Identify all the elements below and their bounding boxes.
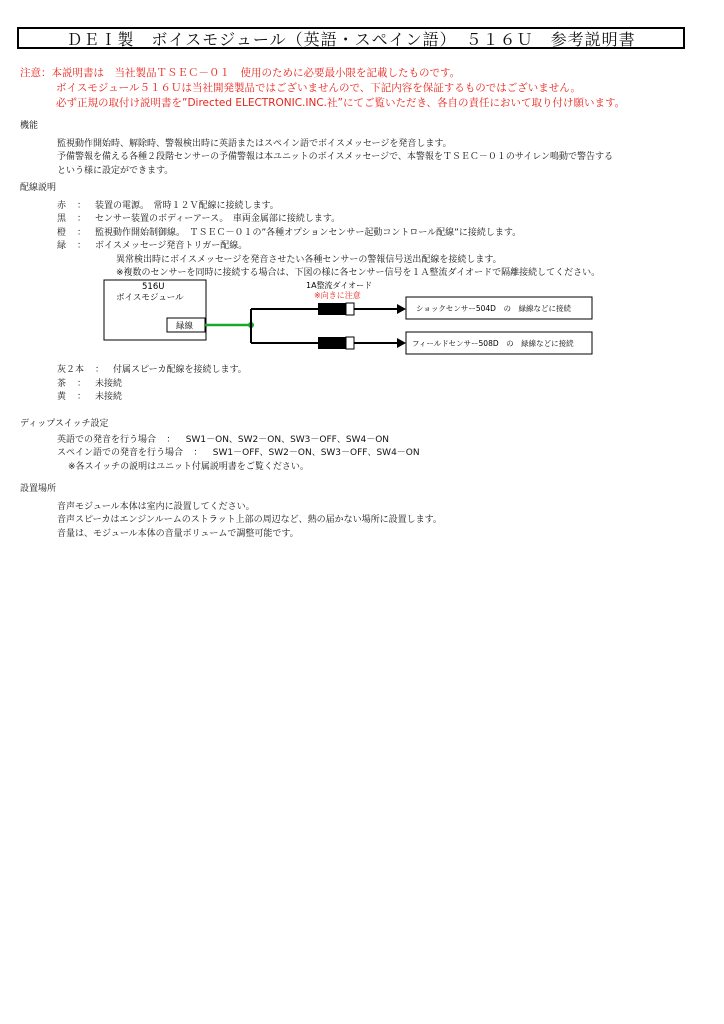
install-line-2: 音声スピーカはエンジンルームのストラット上部の周辺など、熱の届かない場所に設置します。 xyxy=(57,515,442,525)
diode-note: ※向きに注意 xyxy=(314,291,361,300)
sensor-label-1: ショックセンサー504D の 緑線などに接続 xyxy=(416,304,571,313)
wire-desc: ボイスメッセージ発音トリガー配線。 xyxy=(95,241,248,251)
diode-upper-body xyxy=(318,303,346,315)
wire-sep: ： xyxy=(77,200,87,211)
diode-lower-body xyxy=(318,337,346,349)
dip-spanish-label: スペイン語での発音を行う場合 xyxy=(57,448,184,458)
notice-line-1: 注意：本説明書は 当社製品ＴＳＥＣ－０１ 使用のために必要最小限を記載したものです。 xyxy=(20,67,461,79)
wire-color: 黒 xyxy=(57,214,67,224)
module-name: ボイスモジュール xyxy=(116,293,184,303)
wire-color: 緑 xyxy=(57,241,67,251)
wiring-heading: 配線説明 xyxy=(20,183,57,193)
wire-color: 黄 xyxy=(57,392,67,402)
function-section xyxy=(20,120,613,178)
wire-sep: ： xyxy=(77,214,87,224)
dip-colon: ： xyxy=(193,448,203,458)
dip-english-label: 英語での発音を行う場合 xyxy=(57,434,157,445)
notice-line-2: ボイスモジュール５１６Ｕは当社開発製品ではございませんので、下記内容を保証するものではございません。 xyxy=(56,82,581,94)
wiring-extra xyxy=(20,364,247,405)
wire-color: 茶 xyxy=(57,378,67,389)
wire-row-gray xyxy=(20,364,247,378)
wire-sep: ： xyxy=(77,241,87,251)
wire-sep: ： xyxy=(95,365,105,375)
wire-color: 赤 xyxy=(57,200,67,211)
wire-desc: 未接続 xyxy=(95,392,123,402)
wire-row-orange xyxy=(20,227,600,241)
wire-row-brown xyxy=(20,378,247,392)
arrowhead-upper xyxy=(397,304,406,314)
wire-desc: 装置の電源。 常時１２Ｖ配線に接続します。 xyxy=(95,200,279,211)
wire-sep: ： xyxy=(77,378,87,389)
diode-lower-band xyxy=(346,337,354,349)
green-sub-line-1: 異常検出時にボイスメッセージを発音させたい各種センサーの警報信号送出配線を接続します。 xyxy=(116,254,502,265)
function-line-1: 監視動作開始時、解除時、警報検出時に英語またはスペイン語でボイスメッセージを発音します。 xyxy=(57,138,452,149)
wire-row-red xyxy=(20,200,600,214)
wire-desc: 付属スピーカ配線を接続します。 xyxy=(113,365,247,375)
dip-english-value: SW1－ON、SW2－ON、SW3－OFF、SW4－ON xyxy=(185,434,390,445)
wire-row-green xyxy=(20,240,600,254)
function-line-2: 予備警報を備える各種２段階センサーの予備警報は本ユニットのボイスメッセージで、本警報をＴＳＥＣ－０１のサイレン鳴動で警告する xyxy=(57,152,613,162)
wire-sep: ： xyxy=(77,227,87,238)
install-line-3: 音量は、モジュール本体の音量ボリュームで調整可能です。 xyxy=(57,528,299,539)
wire-desc: 未接続 xyxy=(95,378,123,389)
dip-spanish-value: SW1－OFF、SW2－ON、SW3－OFF、SW4－ON xyxy=(212,448,420,458)
dip-spanish-row xyxy=(20,447,420,461)
wire-desc: 監視動作開始制御線。 ＴＳＥＣ－０１の”各種オプションセンサー起動コントロール配線”に接続します。 xyxy=(95,227,522,238)
wire-row-black xyxy=(20,213,600,227)
install-section xyxy=(20,483,442,541)
sensor-label-2: フィールドセンサー508D の 緑線などに接続 xyxy=(412,339,574,348)
diode-title: 1A整流ダイオード xyxy=(306,281,373,290)
wire-color: 橙 xyxy=(57,227,67,238)
wire-sep: ： xyxy=(77,392,87,402)
module-model: 516U xyxy=(142,282,165,292)
page-title: ＤＥＩ製 ボイスモジュール（英語・スペイン語） ５１６Ｕ 参考説明書 xyxy=(17,27,685,49)
diode-upper-band xyxy=(346,303,354,315)
install-heading: 設置場所 xyxy=(20,484,57,494)
function-line-3: という様に設定ができます。 xyxy=(57,165,174,176)
wire-color: 灰２本 xyxy=(57,365,85,375)
dip-section xyxy=(20,418,420,474)
dip-english-row xyxy=(20,434,420,448)
wiring-section xyxy=(20,182,600,281)
arrowhead-lower xyxy=(397,338,406,348)
notice-line-3: 必ず正規の取付け説明書を”Directed ELECTRONIC.INC.社”にてご覧いただき、各自の責任において取り付け願います。 xyxy=(56,97,626,109)
dip-note: ※各スイッチの説明はユニット付属説明書をご覧ください。 xyxy=(68,461,309,472)
wire-row-yellow xyxy=(20,391,247,405)
dip-colon: ： xyxy=(166,434,176,445)
function-heading: 機能 xyxy=(20,121,39,131)
notice xyxy=(20,66,625,111)
green-terminal-label: 緑線 xyxy=(176,321,194,332)
wiring-diagram xyxy=(0,276,724,362)
install-line-1: 音声モジュール本体は室内に設置してください。 xyxy=(57,501,255,512)
dip-heading: ディップスイッチ設定 xyxy=(20,419,109,429)
green-sub-line-2: ※複数のセンサーを同時に接続する場合は、下図の様に各センサー信号を１Ａ整流ダイオードで隔離接続してください。 xyxy=(116,268,601,278)
wire-desc: センサー装置のボディーアース。 車両金属部に接続します。 xyxy=(95,214,341,224)
